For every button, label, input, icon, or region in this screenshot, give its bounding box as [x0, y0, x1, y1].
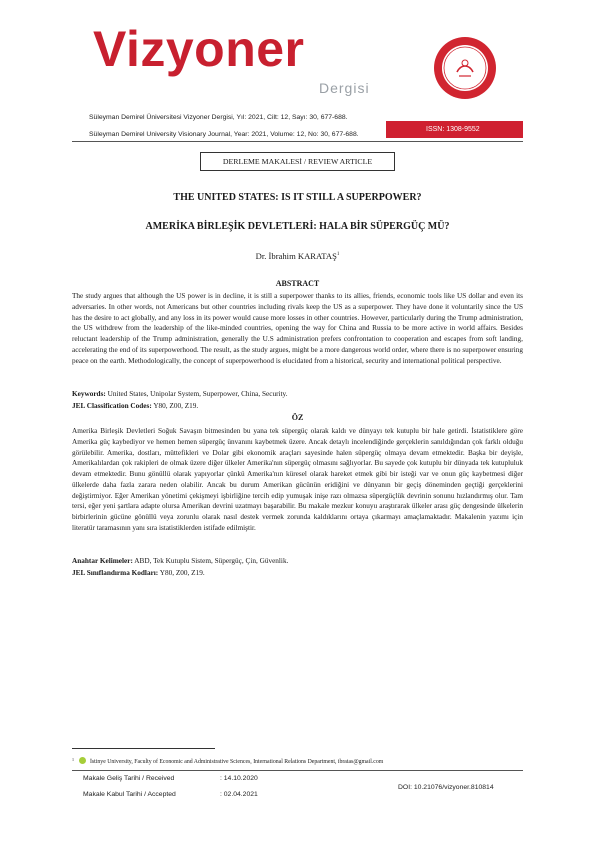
oz-heading: ÖZ	[291, 413, 304, 422]
keywords-label: Keywords:	[72, 390, 106, 398]
received-label: Makale Geliş Tarihi / Received	[83, 775, 175, 782]
author-line	[72, 251, 523, 261]
header-divider	[72, 141, 523, 142]
author-name: Dr. İbrahim KARATAŞ	[255, 251, 337, 261]
anahtar-kelimeler-value: ABD, Tek Kutuplu Sistem, Süpergüç, Çin, Güvenlik.	[134, 557, 289, 565]
anahtar-kelimeler-label: Anahtar Kelimeler:	[72, 557, 133, 565]
footnote-text: İstinye University, Faculty of Economic and Administrative Sciences, International Relations Department, ibratas@gmail.com	[90, 759, 384, 765]
title-turkish: AMERİKA BİRLEŞİK DEVLETLERİ: HALA BİR SÜPERGÜÇ MÜ?	[145, 221, 450, 232]
journal-logo-subtitle: Dergisi	[319, 80, 370, 96]
issn-badge: ISSN: 1308-9552	[386, 121, 523, 138]
university-seal-icon	[433, 36, 497, 100]
footnote-divider	[72, 748, 215, 749]
oz-keywords	[72, 556, 523, 566]
jel-tr-label: JEL Sınıflandırma Kodları:	[72, 569, 159, 577]
abstract-heading: ABSTRACT	[275, 279, 320, 288]
journal-citation-en: Süleyman Demirel University Visionary Journal, Year: 2021, Volume: 12, No: 30, 677-688.	[89, 131, 359, 138]
abstract-keywords	[72, 389, 523, 399]
abstract-text: The study argues that although the US power is in decline, it is still a superpower thanks to its allies, friends, economic tools like US dollar and even its adversaries. In other words, not Americans but other countries including rivals keep the US as a superpower. They have done it voluntarily since the US has the desire to act globally, and any loss in its power would cause more losses in other countries. However, particularly during the Trump administration, the US withdrew from the leadership of the like-minded countries, opening the way for China and Russia to be more active in world affairs. Besides reluctant leadership of the Trump administration, generally the U.S administration prefers confrontation to cooperation and escapes from soft landing, accelerating the end of its superpowerhood. The result, as the study argues, might be a more dangerous world order, where there is no superpower ensuring peace on the earth. Methodologically, the concept of superpowerhood is elucidated from a historical, security and international political perspective.	[72, 292, 523, 365]
journal-citation-tr: Süleyman Demirel Üniversitesi Vizyoner Dergisi, Yıl: 2021, Cilt: 12, Sayı: 30, 677-688.	[89, 114, 348, 121]
oz-text: Amerika Birleşik Devletleri Soğuk Savaşın bitmesinden bu yana tek süpergüç olarak kaldı ve dünyayı tek kutuplu bir hale getirdi. İstatistiklere göre Amerika güç kaybediyor ve hemen hemen süpergüç ünvanını kaybetmek üzere. Ancak detaylı incelendiğinde gerçeklerin sanıldığından çok farklı olduğu görülebilir. Amerika, dostları, müttefikleri ve Dolar gibi ekonomik araçları sayesinde halen süpergüç olmaya devam etmektedir. Başka bir deyişle, Amerikalılardan çok rakipleri de olmak üzere diğer ülkeler Amerika'nın süpergüç olmasını sağlıyorlar. Bu sayede çok kutuplu bir dünyada tek kutupluluk devam etmektedir. Bunu gönüllü olarak yapıyorlar çünkü Amerika'nın küresel olarak hareket etmek gibi bir isteği var ve onun güç kaybetmesi diğer ülkelerde daha fazla zarara neden olabilir. Ancak bu durum Amerikan gücünün eridiğini ve dünyanın bir geçiş döneminden geçtiği gerçeklerini değiştirmiyor. Eğer Amerikan yönetimi çekişmeyi işbirliğine tercih edip yumuşak inişe razı olmazsa süpergüçlük devrinin sonunu hızlandırmış olur. Tam tersi, eğer yeni şartlara adapte olursa Amerikan devrini uzatmayı başarabilir. Bu makale mezkur konuyu araştırarak ülkeler arası güç dengesinde ülkelerin birbirlerinin gücüne gönüllü veya zorunlu olarak nasıl destek vermek zorunda kaldıklarını ortaya çıkarmayı amaçlamaktadır. Makalenin yazımı için literatür taramasının yanı sıra istatistiklerden istifade edilmiştir.	[72, 427, 523, 532]
journal-logo-wordmark: Vizyoner	[93, 21, 305, 77]
footer-divider	[72, 770, 523, 771]
jel-label: JEL Classification Codes:	[72, 402, 152, 410]
received-date: : 14.10.2020	[220, 775, 258, 782]
article-type-box: DERLEME MAKALESİ / REVIEW ARTICLE	[200, 152, 395, 171]
doi[interactable]: DOI: 10.21076/vizyoner.810814	[398, 784, 494, 791]
title-english: THE UNITED STATES: IS IT STILL A SUPERPOWER?	[173, 192, 422, 203]
jel-tr-value: Y80, Z00, Z19.	[159, 569, 205, 577]
author-footnote-mark: 1	[336, 252, 340, 258]
abstract-jel	[72, 401, 523, 411]
orcid-icon[interactable]	[79, 757, 86, 764]
oz-jel	[72, 568, 523, 578]
accepted-label: Makale Kabul Tarihi / Accepted	[83, 791, 176, 798]
keywords-value: United States, Unipolar System, Superpower, China, Security.	[107, 390, 288, 398]
jel-value: Y80, Z00, Z19.	[153, 402, 199, 410]
accepted-date: : 02.04.2021	[220, 791, 258, 798]
footnote	[72, 757, 383, 765]
footnote-mark: 1	[72, 757, 74, 762]
